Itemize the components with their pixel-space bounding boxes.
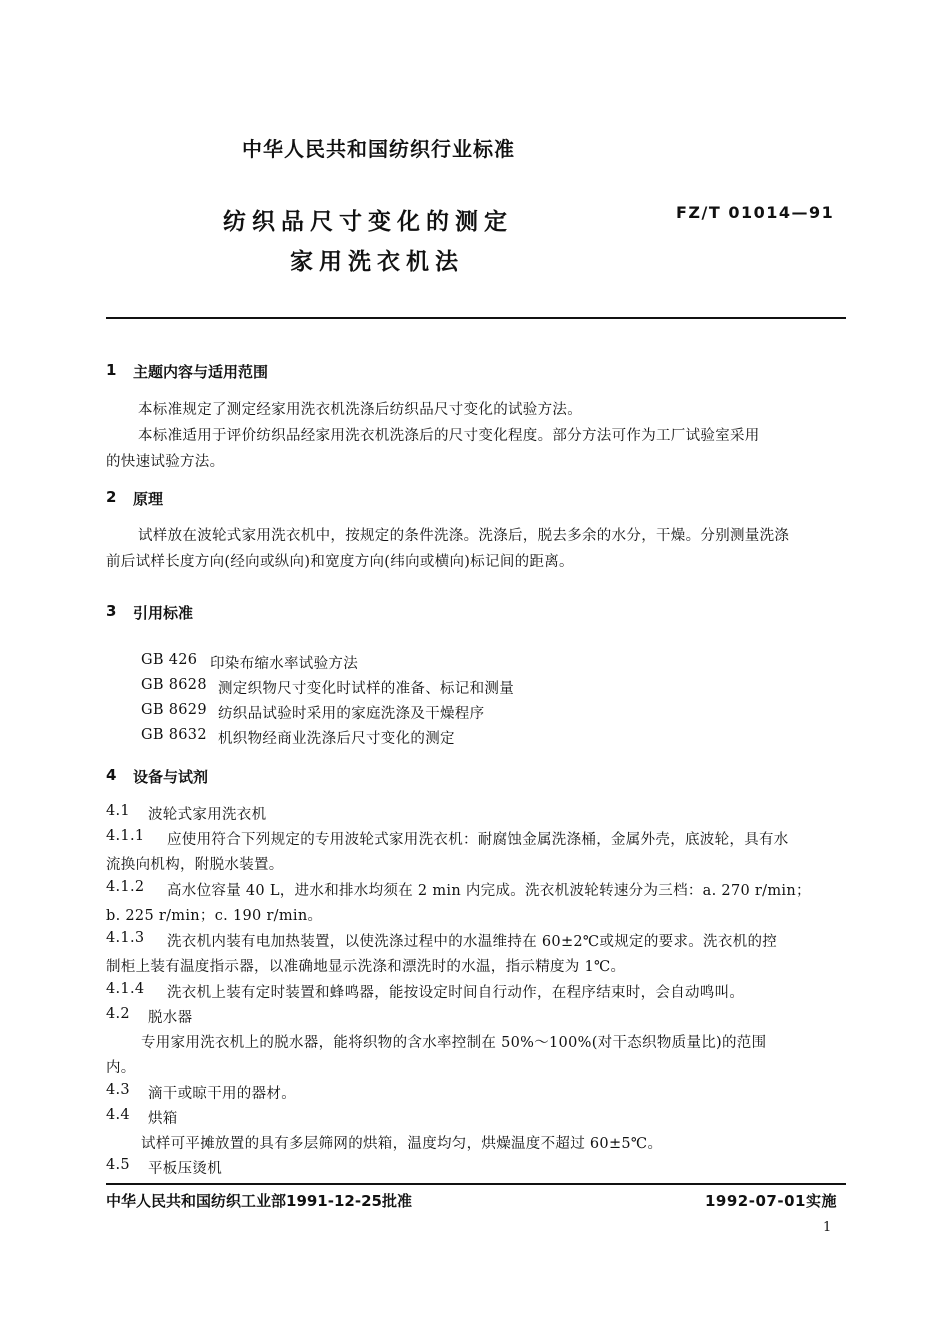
section-4-heading: 设备与试剂 bbox=[133, 768, 209, 786]
clause-4-1-2-text-a: 高水位容量 40 L，进水和排水均须在 2 min 内完成。洗衣机波轮转速分为三档：a. 270 r/min； bbox=[167, 883, 811, 899]
standard-title: 纺织品尺寸变化的测定 bbox=[223, 209, 513, 235]
reference-name: 测定织物尺寸变化时试样的准备、标记和测量 bbox=[218, 681, 514, 697]
clause-4-2-text: 脱水器 bbox=[148, 1010, 193, 1026]
approval-line: 中华人民共和国纺织工业部1991-12-25批准 bbox=[106, 1192, 412, 1210]
clause-4-5-number: 4.5 bbox=[106, 1157, 130, 1173]
clause-4-5-text: 平板压烫机 bbox=[148, 1161, 222, 1177]
section-1-para-2a: 本标准适用于评价纺织品经家用洗衣机洗涤后的尺寸变化程度。部分方法可作为工厂试验室采用 bbox=[138, 428, 760, 444]
clause-4-2-para-b: 内。 bbox=[106, 1060, 136, 1076]
clause-4-1-3-text-b: 制柜上装有温度指示器，以准确地显示洗涤和漂洗时的水温，指示精度为 1℃。 bbox=[106, 959, 626, 975]
section-4-number: 4 bbox=[106, 766, 117, 784]
issuing-organization: 中华人民共和国纺织行业标准 bbox=[242, 137, 515, 161]
reference-name: 机织物经商业洗涤后尺寸变化的测定 bbox=[218, 731, 455, 747]
section-1-para-1: 本标准规定了测定经家用洗衣机洗涤后纺织品尺寸变化的试验方法。 bbox=[138, 402, 582, 418]
clause-4-1-number: 4.1 bbox=[106, 803, 130, 819]
clause-4-1-4-text: 洗衣机上装有定时装置和蜂鸣器，能按设定时间自行动作，在程序结束时，会自动鸣叫。 bbox=[167, 985, 745, 1001]
section-3-heading: 引用标准 bbox=[133, 604, 194, 622]
section-2-para-1b: 前后试样长度方向(经向或纵向)和宽度方向(纬向或横向)标记间的距离。 bbox=[106, 554, 574, 570]
reference-code: GB 426 bbox=[141, 652, 198, 668]
page-number: 1 bbox=[823, 1220, 832, 1235]
section-1-para-2b: 的快速试验方法。 bbox=[106, 454, 225, 470]
clause-4-1-2-number: 4.1.2 bbox=[106, 879, 145, 895]
clause-4-1-1-number: 4.1.1 bbox=[106, 828, 145, 844]
clause-4-3-number: 4.3 bbox=[106, 1082, 130, 1098]
section-1-number: 1 bbox=[106, 361, 117, 379]
clause-4-4-number: 4.4 bbox=[106, 1107, 130, 1123]
clause-4-1-4-number: 4.1.4 bbox=[106, 981, 145, 997]
clause-4-1-text: 波轮式家用洗衣机 bbox=[148, 807, 267, 823]
section-1-heading: 主题内容与适用范围 bbox=[133, 363, 269, 381]
effective-date: 1992-07-01实施 bbox=[705, 1192, 837, 1210]
section-2-heading: 原理 bbox=[133, 490, 164, 508]
clause-4-1-2-text-b: b. 225 r/min；c. 190 r/min。 bbox=[106, 908, 323, 924]
reference-code: GB 8629 bbox=[141, 702, 207, 718]
reference-code: GB 8632 bbox=[141, 727, 207, 743]
clause-4-1-1-text-a: 应使用符合下列规定的专用波轮式家用洗衣机：耐腐蚀金属洗涤桶，金属外壳，底波轮，具有水 bbox=[167, 832, 789, 848]
clause-4-3-text: 滴干或晾干用的器材。 bbox=[148, 1086, 296, 1102]
section-2-number: 2 bbox=[106, 488, 117, 506]
footer-rule bbox=[106, 1183, 846, 1185]
section-2-para-1a: 试样放在波轮式家用洗衣机中，按规定的条件洗涤。洗涤后，脱去多余的水分，干燥。分别测量洗涤 bbox=[138, 528, 790, 544]
reference-code: GB 8628 bbox=[141, 677, 207, 693]
standard-subtitle: 家用洗衣机法 bbox=[290, 249, 464, 275]
section-3-number: 3 bbox=[106, 602, 117, 620]
clause-4-2-number: 4.2 bbox=[106, 1006, 130, 1022]
reference-name: 纺织品试验时采用的家庭洗涤及干燥程序 bbox=[218, 706, 485, 722]
clause-4-4-para-a: 试样可平摊放置的具有多层筛网的烘箱，温度均匀，烘燥温度不超过 60±5℃。 bbox=[141, 1136, 663, 1152]
clause-4-2-para-a: 专用家用洗衣机上的脱水器，能将织物的含水率控制在 50%～100%(对干态织物质量比)的范围 bbox=[141, 1035, 767, 1051]
clause-4-1-3-text-a: 洗衣机内装有电加热装置，以使洗涤过程中的水温维持在 60±2℃或规定的要求。洗衣机的控 bbox=[167, 934, 778, 950]
clause-4-4-text: 烘箱 bbox=[148, 1111, 178, 1127]
reference-name: 印染布缩水率试验方法 bbox=[210, 656, 358, 672]
header-rule bbox=[106, 317, 846, 319]
standard-code: FZ/T 01014—91 bbox=[676, 203, 835, 222]
clause-4-1-3-number: 4.1.3 bbox=[106, 930, 145, 946]
clause-4-1-1-text-b: 流换向机构，附脱水装置。 bbox=[106, 857, 284, 873]
